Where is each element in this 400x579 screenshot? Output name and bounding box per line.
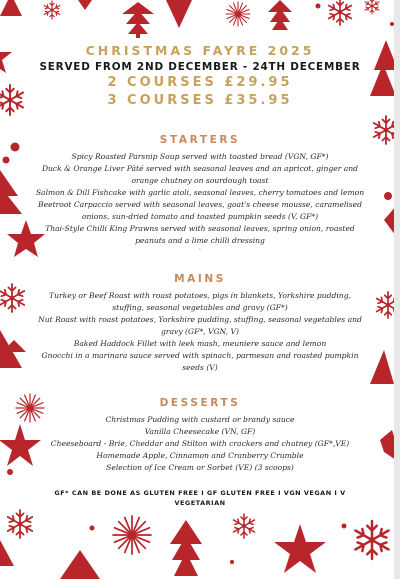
served-dates: SERVED FROM 2ND DECEMBER - 24TH DECEMBER — [39, 61, 361, 73]
list-item: Selection of Ice Cream or Sorbet (VE) (3 scoops) — [106, 463, 294, 472]
price-three-courses: 3 COURSES £35.95 — [107, 93, 293, 108]
christmas-tree-icon — [268, 0, 292, 30]
list-item: Salmon & Dill Fishcake with garlic aioli, seasonal leaves, cherry tomatoes and lemon — [35, 188, 365, 197]
section-title-desserts: DESSERTS — [159, 397, 241, 409]
list-item: Turkey or Beef Roast with roast potatoes, pigs in blankets, Yorkshire pudding, stuffing, seasonal vegetables and gravy (GF*) — [49, 291, 351, 312]
menu-content — [0, 42, 400, 508]
snowflake-icon — [365, 0, 379, 14]
snowflake-icon — [234, 514, 255, 538]
christmas-tree-icon — [166, 0, 192, 28]
christmas-tree-icon — [78, 0, 92, 10]
snowflake-icon — [113, 516, 151, 554]
list-item: Nut Roast with roast potatoes, Yorkshire pudding, stuffing, seasonal vegetables and gravy (GF*, VGN, V) — [38, 315, 362, 336]
list-item: Cheeseboard - Brie, Cheddar and Stilton with crackers and chutney (GF*,VE) — [50, 439, 350, 448]
snowflake-icon — [355, 521, 388, 559]
list-item: Homemade Apple, Cinnamon and Cranberry Crumble — [96, 451, 304, 460]
menu-title: CHRISTMAS FAYRE 2025 — [85, 43, 315, 58]
price-two-courses: 2 COURSES £29.95 — [107, 75, 293, 90]
section-title-starters: STARTERS — [159, 134, 241, 146]
snowflake-icon — [329, 0, 352, 25]
starters-list — [0, 151, 400, 247]
desserts-list — [0, 414, 400, 474]
desserts-section — [0, 396, 400, 474]
starters-section — [0, 133, 400, 257]
list-item: Vanilla Cheesecake (VN, GF) — [144, 427, 256, 436]
list-item: Baked Haddock Fillet with leek mash, meuniere sauce and lemon — [73, 339, 327, 348]
snowflake-icon — [44, 1, 60, 19]
list-item: Spicy Roasted Parsnip Soup served with toasted bread (VGN, GF*) — [71, 152, 329, 161]
section-title-mains: MAINS — [174, 273, 226, 285]
dietary-legend: GF* CAN BE DONE AS GLUTEN FREE I GF GLUTEN FREE I VGN VEGAN I V VEGETARIAN — [54, 489, 346, 507]
christmas-tree-icon — [0, 0, 22, 16]
snowflake-icon — [226, 2, 250, 26]
snowflake-icon — [8, 510, 32, 538]
christmas-tree-icon — [0, 540, 14, 566]
list-item: Beetroot Carpaccio served with seasonal leaves, goat's cheese mousse, caramelised onions, sun-dried tomato and toasted pumpkin seeds (V, GF*) — [38, 200, 362, 221]
list-item: Gnocchi in a marinara sauce served with spinach, parmesan and roasted pumpkin seeds (V) — [41, 351, 359, 372]
christmas-tree-icon — [60, 550, 100, 579]
list-item: Christmas Pudding with custard or brandy sauce — [105, 415, 295, 424]
star-icon — [274, 524, 326, 573]
mains-section — [0, 272, 400, 374]
separator-mark: ' — [199, 248, 201, 255]
list-item: Duck & Orange Liver Pâté served with seasonal leaves and an apricot, ginger and orange chutney on sourdough toast — [41, 164, 359, 185]
christmas-tree-icon — [122, 2, 154, 38]
christmas-tree-icon — [170, 520, 202, 576]
list-item: Thai-Style Chilli King Prawns served with seasonal leaves, spring onion, roasted peanuts and a lime chilli dressing — [45, 224, 355, 245]
mains-list — [0, 290, 400, 374]
